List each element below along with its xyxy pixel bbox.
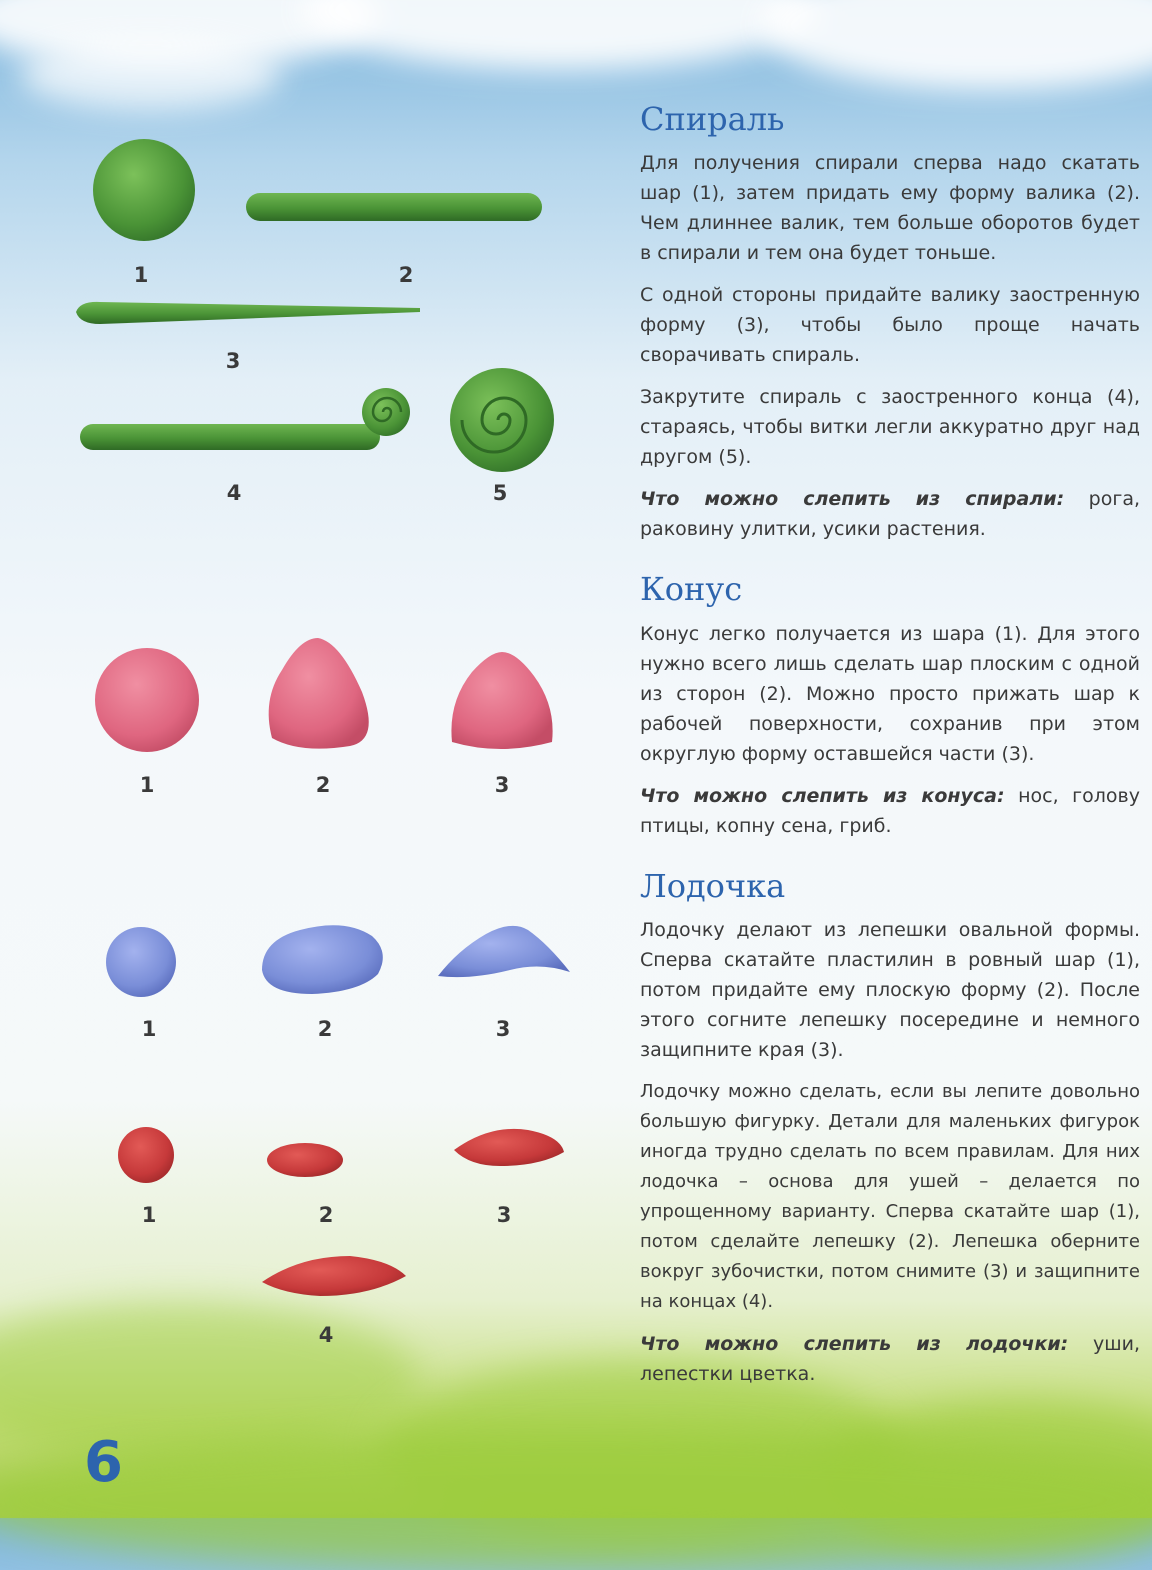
green-ball [93,139,195,241]
green-roll [246,193,542,221]
what-text: уши, лепестки цветка. [640,1333,1140,1386]
cone-label-2: 2 [315,773,331,797]
boat-red-label-4: 4 [318,1323,334,1347]
green-spiral [450,368,554,472]
red-flat-cake [267,1143,343,1177]
text-column [640,100,1140,1401]
paragraph: Конус легко получается из шара (1). Для этого нужно всего лишь сделать шар плоским с одной из сторон (2). Можно просто прижать шар к рабочей поверхности, сохранив при этом округлую форму оставшейся части (3). [640,622,1140,765]
page-number: 6 [84,1430,123,1495]
section-title: Лодочка [640,866,786,905]
red-pinched-boat [262,1256,406,1296]
blue-ball [106,927,176,997]
section-title: Спираль [640,100,785,138]
spiral-label-3: 3 [225,349,241,373]
what-label: Что можно слепить из конуса: [640,784,1005,807]
paragraph: Для получения спирали сперва надо скатать шар (1), затем придать ему форму валика (2). Чем длиннее валик, тем больше оборотов будет в спирали и тем она будет тоньше. [640,152,1140,265]
paragraph: Лодочку делают из лепешки овальной формы. Сперва скатайте пластилин в ровный шар (1), потом придайте ему плоскую форму (2). После этого согните лепешку посередине и немного защипните края (3). [640,919,1140,1062]
section-cone [640,570,1140,840]
section-title: Конус [640,570,743,609]
section-boat [640,867,1140,1389]
what-text: нос, голову птицы, копну сена, гриб. [640,784,1141,837]
pink-ball [95,648,199,752]
boat-blue-label-2: 2 [317,1017,333,1041]
what-to-make [640,484,1140,544]
cone-label-3: 3 [494,773,510,797]
blue-boat [438,926,570,977]
paragraph: Закрутите спираль с заостренного конца (4), стараясь, чтобы витки легли аккуратно друг над другом (5). [640,386,1140,469]
spiral-label-2: 2 [398,263,414,287]
green-roll-curling [80,424,380,450]
spiral-label-1: 1 [133,263,149,287]
boat-blue-label-3: 3 [495,1017,511,1041]
spiral-label-5: 5 [492,481,508,505]
blue-flat-cake [262,925,383,994]
boat-red-label-2: 2 [318,1203,334,1227]
cloud [760,0,1152,90]
what-label: Что можно слепить из лодочки: [640,1333,1069,1356]
what-to-make [640,781,1140,841]
green-tapered-roll [76,302,420,324]
paragraph: Лодочку можно сделать, если вы лепите довольно большую фигурку. Детали для маленьких фигурок иногда трудно сделать по всем правилам. Для них лодочка – основа для ушей – делается по упрощенному варианту. Сперва скатайте шар (1), потом сделайте лепешку (2). Лепешка оберните вокруг зубочистки, потом снимите (3) и защипните на концах (4). [640,1081,1140,1313]
boat-red-label-1: 1 [141,1203,157,1227]
pink-flattened-ball [269,638,369,749]
boat-blue-label-1: 1 [141,1017,157,1041]
what-text: рога, раковину улитки, усики растения. [640,488,1141,541]
red-folded-boat [454,1129,564,1166]
boat-red-label-3: 3 [496,1203,512,1227]
section-spiral [640,100,1140,544]
what-to-make [640,1329,1140,1389]
paragraph: С одной стороны придайте валику заостренную форму (3), чтобы было проще начать сворачивать спираль. [640,284,1140,367]
pink-cone [451,652,552,749]
what-label: Что можно слепить из спирали: [640,488,1065,511]
cone-label-1: 1 [139,773,155,797]
red-ball [118,1127,174,1183]
spiral-label-4: 4 [226,481,242,505]
green-small-curl [362,388,410,436]
